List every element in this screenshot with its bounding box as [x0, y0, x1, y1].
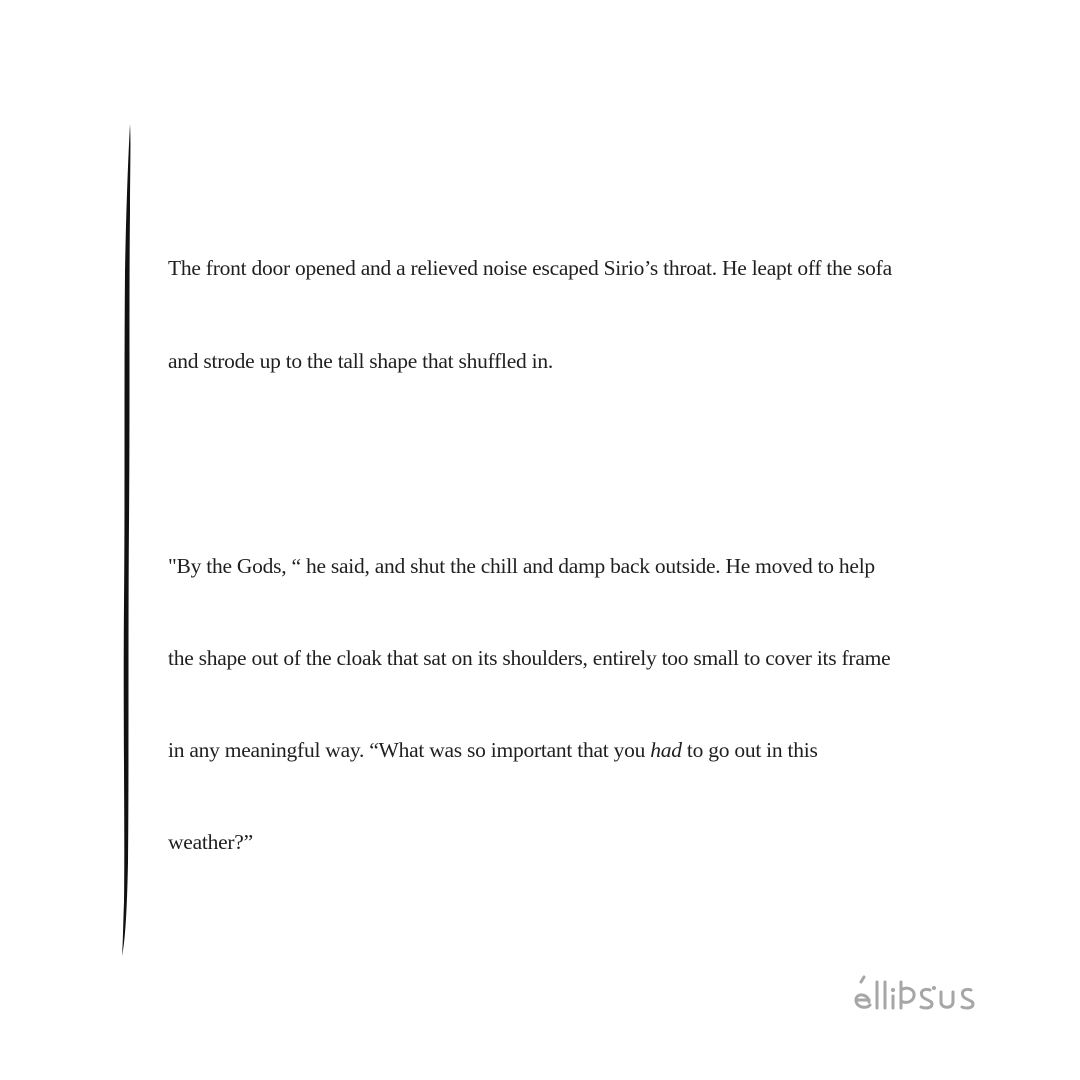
paragraph-2-line-3 [168, 740, 818, 762]
emphasized-word: had [650, 738, 682, 762]
paragraph-2-line-1: "By the Gods, “ he said, and shut the chill and damp back outside. He moved to help [168, 554, 875, 578]
paragraph-1-line-1: The front door opened and a relieved noise escaped Sirio’s throat. He leapt off the sofa [168, 256, 892, 280]
ellipsis-logo [850, 968, 1010, 1018]
line-3-text-after: to go out in this [681, 738, 818, 762]
line-3-text-before: in any meaningful way. “What was so important that you [168, 738, 651, 762]
paragraph-2-line-2: the shape out of the cloak that sat on its shoulders, entirely too small to cover its frame [168, 646, 891, 670]
paragraph-2-line-4: weather?” [168, 830, 253, 854]
vertical-brush-stroke [112, 122, 140, 958]
paragraph-1-line-2: and strode up to the tall shape that shuffled in. [168, 349, 554, 373]
